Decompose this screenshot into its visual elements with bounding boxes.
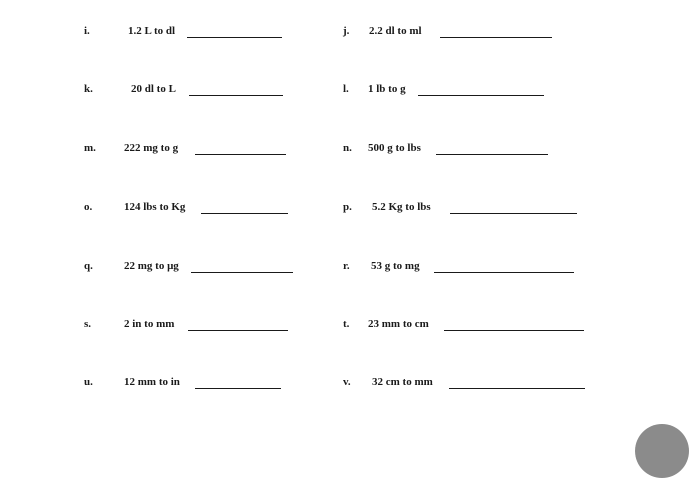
question-marker: v.	[343, 376, 351, 388]
question-text: 222 mg to g	[124, 142, 179, 154]
question-text: 32 cm to mm	[372, 376, 433, 388]
question-marker: s.	[84, 318, 92, 330]
question-t	[343, 318, 429, 331]
question-text: 53 g to mg	[371, 260, 420, 272]
question-text: 1.2 L to dl	[128, 25, 176, 37]
answer-blank[interactable]	[187, 26, 282, 38]
answer-blank[interactable]	[201, 202, 288, 214]
question-marker: l.	[343, 83, 349, 95]
question-m	[84, 142, 179, 155]
answer-blank[interactable]	[191, 261, 293, 273]
question-marker: i.	[84, 25, 90, 37]
question-marker: p.	[343, 201, 352, 213]
answer-blank[interactable]	[195, 143, 286, 155]
question-k	[84, 83, 176, 96]
question-text: 12 mm to in	[124, 376, 180, 388]
answer-blank[interactable]	[450, 202, 577, 214]
question-marker: u.	[84, 376, 93, 388]
answer-blank[interactable]	[449, 377, 585, 389]
question-n	[343, 142, 421, 155]
question-text: 1 lb to g	[368, 83, 406, 95]
answer-blank[interactable]	[188, 319, 288, 331]
answer-blank[interactable]	[195, 377, 281, 389]
question-text: 20 dl to L	[131, 83, 176, 95]
answer-blank[interactable]	[436, 143, 548, 155]
question-marker: m.	[84, 142, 96, 154]
question-r	[343, 260, 420, 273]
question-text: 22 mg to μg	[124, 260, 179, 272]
scroll-indicator-icon[interactable]	[635, 424, 689, 478]
question-q	[84, 260, 179, 273]
question-o	[84, 201, 186, 214]
question-text: 2.2 dl to ml	[369, 25, 422, 37]
answer-blank[interactable]	[444, 319, 584, 331]
question-marker: n.	[343, 142, 352, 154]
question-p	[343, 201, 431, 214]
answer-blank[interactable]	[434, 261, 574, 273]
question-marker: k.	[84, 83, 93, 95]
answer-blank[interactable]	[440, 26, 552, 38]
answer-blank[interactable]	[189, 84, 283, 96]
answer-blank[interactable]	[418, 84, 544, 96]
question-marker: q.	[84, 260, 93, 272]
question-u	[84, 376, 180, 389]
question-l	[343, 83, 406, 96]
question-text: 500 g to lbs	[368, 142, 421, 154]
question-v	[343, 376, 433, 389]
question-marker: r.	[343, 260, 350, 272]
question-text: 2 in to mm	[124, 318, 175, 330]
question-text: 5.2 Kg to lbs	[372, 201, 431, 213]
question-marker: o.	[84, 201, 93, 213]
question-marker: j.	[343, 25, 350, 37]
question-j	[343, 25, 422, 38]
question-s	[84, 318, 175, 331]
question-text: 124 lbs to Kg	[124, 201, 186, 213]
question-i	[84, 25, 176, 38]
question-marker: t.	[343, 318, 350, 330]
question-text: 23 mm to cm	[368, 318, 429, 330]
